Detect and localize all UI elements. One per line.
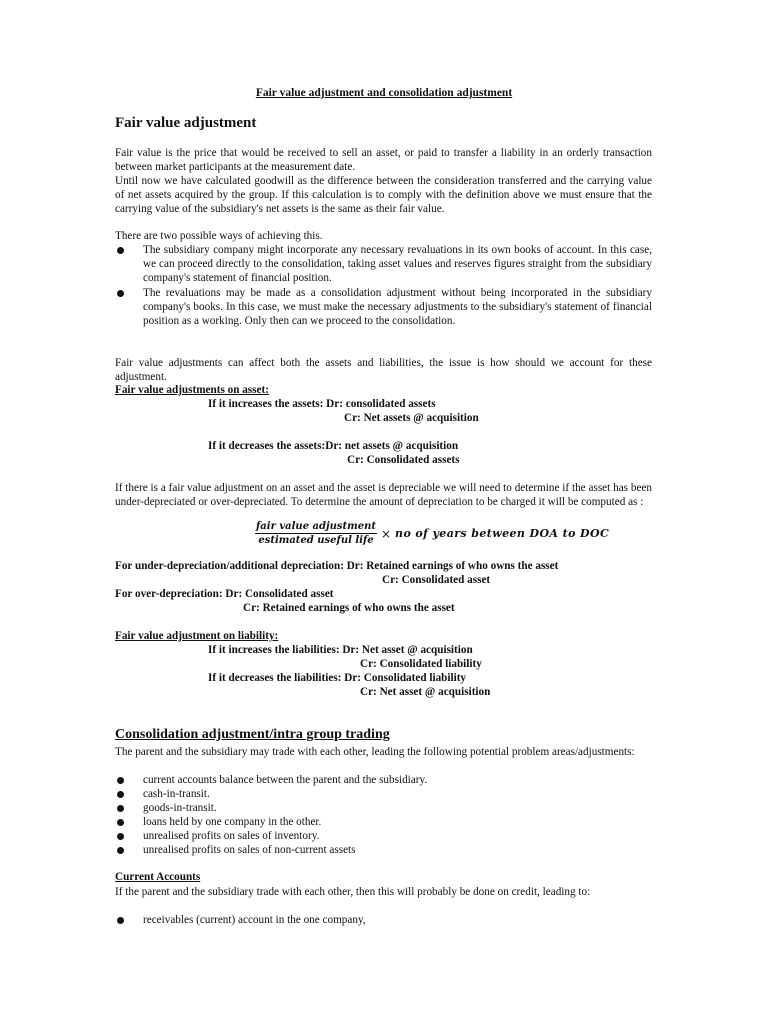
list-item: unrealised profits on sales of non-current assets — [115, 843, 652, 857]
fair-value-definition: Fair value is the price that would be received to sell an asset, or paid to transfer a liability in an orderly transaction between market participants at the measurement date. — [115, 147, 652, 173]
current-accounts-paragraph: If the parent and the subsidiary trade with each other, then this will probably be done on credit, leading to: — [115, 886, 591, 898]
section-heading-consolidation: Consolidation adjustment/intra group trading — [115, 727, 390, 742]
list-item: The subsidiary company might incorporate any necessary revaluations in its own books of account. In this case, we can proceed directly to the consolidation, taking asset values and reserves figures straight from the subsidiary company's statement of financial position. — [115, 243, 652, 285]
liability-adjustments-heading: Fair value adjustment on liability: — [115, 630, 279, 642]
formula-denominator: estimated useful life — [258, 535, 374, 546]
fair-value-effects-paragraph: Fair value adjustments can affect both the assets and liabilities, the issue is how should we account for these adjustment. — [115, 357, 652, 383]
document-title: Fair value adjustment and consolidation adjustment — [255, 87, 513, 99]
list-item: The revaluations may be made as a consolidation adjustment without being incorporated in the subsidiary company's books. In this case, we must make the necessary adjustments to the subsidiary's statement of financial position as a working. Only then can we proceed to the consolidation. — [115, 286, 652, 328]
liability-increase-credit: Cr: Consolidated liability — [360, 658, 482, 670]
bullet-icon — [117, 819, 124, 826]
depreciation-formula — [255, 521, 609, 546]
liability-decrease-debit: If it decreases the liabilities: Dr: Consolidated liability — [208, 672, 467, 684]
current-accounts-heading: Current Accounts — [115, 871, 201, 883]
asset-increase-debit: If it increases the assets: Dr: consolidated assets — [208, 398, 436, 410]
multiply-sign: × — [380, 526, 392, 541]
under-depreciation-credit: Cr: Consolidated asset — [382, 574, 491, 586]
asset-adjustments-heading: Fair value adjustments on asset: — [115, 384, 269, 396]
asset-decrease-debit: If it decreases the assets:Dr: net assets @ acquisition — [208, 440, 459, 452]
liability-decrease-credit: Cr: Net asset @ acquisition — [360, 686, 491, 698]
bullet-icon — [117, 833, 124, 840]
bullet-icon — [117, 847, 124, 854]
list-item: current accounts balance between the parent and the subsidiary. — [115, 773, 652, 787]
goodwill-paragraph: Until now we have calculated goodwill as the difference between the consideration transferred and the carrying value of net assets acquired by the group. If this calculation is to comply with the definition above we must ensure that the carrying value of the subsidiary's net assets is the same as their fair value. — [115, 175, 652, 215]
list-item: cash-in-transit. — [115, 787, 652, 801]
section-heading-fair-value: Fair value adjustment — [115, 115, 257, 131]
liability-increase-debit: If it increases the liabilities: Dr: Net asset @ acquisition — [208, 644, 473, 656]
formula-rhs: no of years between DOA to DOC — [395, 527, 610, 540]
over-depreciation-credit: Cr: Retained earnings of who owns the asset — [243, 602, 455, 614]
bullet-icon — [117, 777, 124, 784]
intra-group-paragraph: The parent and the subsidiary may trade with each other, leading the following potential problem areas/adjustments: — [115, 746, 635, 758]
list-item: goods-in-transit. — [115, 801, 652, 815]
bullet-icon — [117, 290, 124, 297]
depreciation-paragraph: If there is a fair value adjustment on an asset and the asset is depreciable we will need to determine if the asset has been under-depreciated or over-depreciated. To determine the amount of depreciation to be charged it will be computed as : — [115, 482, 652, 508]
bullet-icon — [117, 805, 124, 812]
under-depreciation-debit: For under-depreciation/additional depreciation: Dr: Retained earnings of who owns the asset — [115, 560, 559, 572]
asset-increase-credit: Cr: Net assets @ acquisition — [344, 412, 479, 424]
bullet-icon — [117, 791, 124, 798]
list-item: loans held by one company in the other. — [115, 815, 652, 829]
list-item: unrealised profits on sales of inventory. — [115, 829, 652, 843]
formula-fraction — [255, 521, 377, 546]
formula-numerator: fair value adjustment — [256, 521, 376, 532]
over-depreciation-debit: For over-depreciation: Dr: Consolidated asset — [115, 588, 334, 600]
two-ways-paragraph: There are two possible ways of achieving this. — [115, 230, 323, 242]
bullet-icon — [117, 247, 124, 254]
asset-decrease-credit: Cr: Consolidated assets — [347, 454, 460, 466]
bullet-icon — [117, 917, 124, 924]
list-item: receivables (current) account in the one company, — [115, 913, 652, 927]
